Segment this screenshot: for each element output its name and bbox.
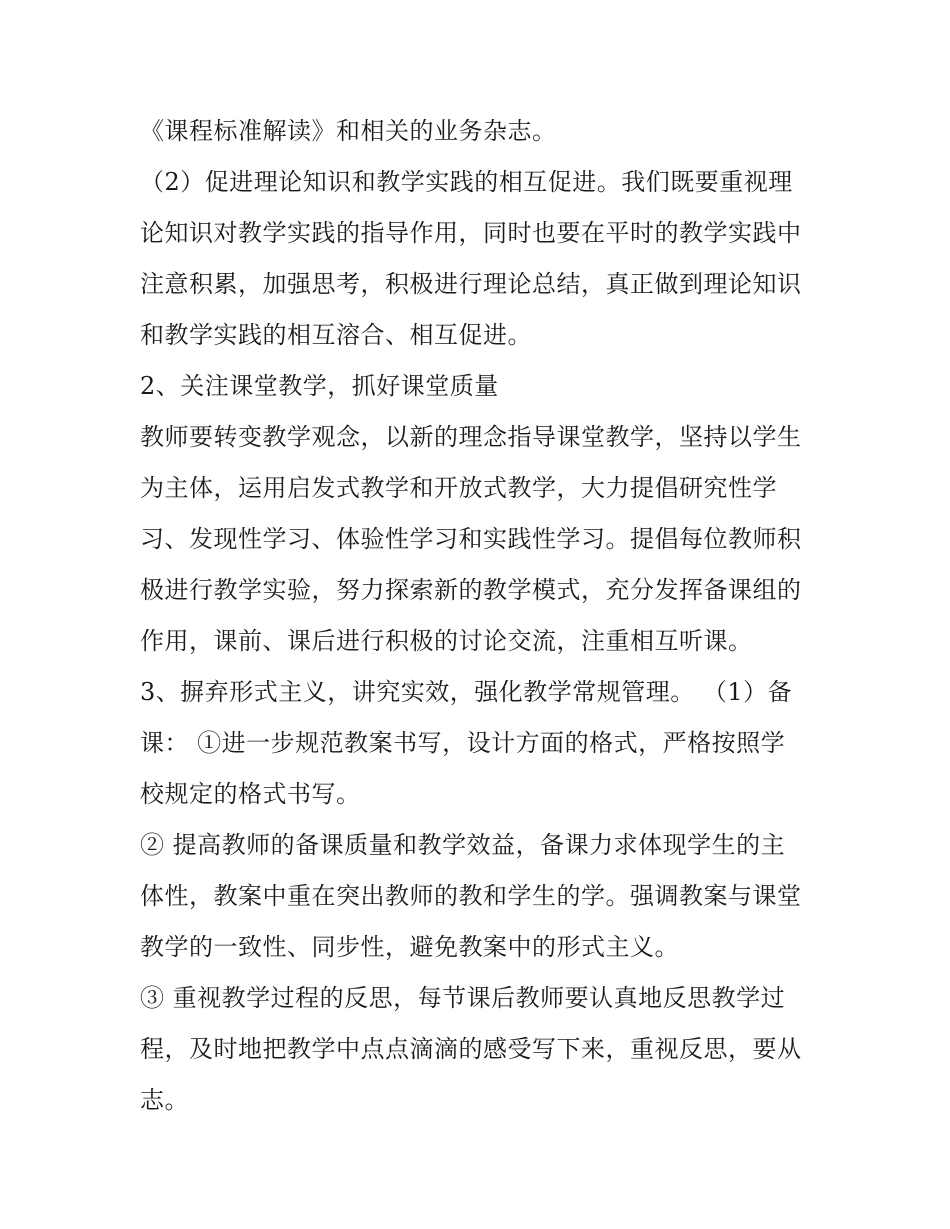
section-heading: 2、关注课堂教学，抓好课堂质量 (140, 372, 499, 400)
text-line: 注意积累，加强思考，积极进行理论总结，真正做到理论知识 (140, 270, 802, 298)
text-line: 极进行教学实验，努力探索新的教学模式，充分发挥备课组的 (140, 576, 802, 604)
text-line: 教学的一致性、同步性，避免教案中的形式主义。 (140, 933, 679, 961)
text-line: （2）促进理论知识和教学实践的相互促进。我们既要重视理 (140, 168, 793, 196)
text-line: 《课程标准解读》和相关的业务杂志。 (140, 117, 557, 145)
text-line: 志。 (140, 1086, 189, 1114)
text-line: 为主体，运用启发式教学和开放式教学，大力提倡研究性学 (140, 474, 777, 502)
text-line: 和教学实践的相互溶合、相互促进。 (140, 321, 532, 349)
text-line: 论知识对教学实践的指导作用，同时也要在平时的教学实践中 (140, 219, 802, 247)
text-line: ③ 重视教学过程的反思，每节课后教师要认真地反思教学过 (140, 984, 786, 1012)
section-heading: 3、摒弃形式主义，讲究实效，强化教学常规管理。 （1）备 (140, 678, 793, 706)
text-line: 作用，课前、课后进行积极的讨论交流，注重相互听课。 (140, 627, 753, 655)
text-line: 课： ①进一步规范教案书写，设计方面的格式，严格按照学 (140, 729, 786, 757)
text-line: 习、发现性学习、体验性学习和实践性学习。提倡每位教师积 (140, 525, 802, 553)
text-line: 体性，教案中重在突出教师的教和学生的学。强调教案与课堂 (140, 882, 802, 910)
text-line: 教师要转变教学观念，以新的理念指导课堂教学，坚持以学生 (140, 423, 802, 451)
text-line: 程，及时地把教学中点点滴滴的感受写下来，重视反思，要从 (140, 1035, 802, 1063)
text-line: ② 提高教师的备课质量和教学效益，备课力求体现学生的主 (140, 831, 786, 859)
text-line: 校规定的格式书写。 (140, 780, 361, 808)
document-body (140, 106, 820, 1126)
